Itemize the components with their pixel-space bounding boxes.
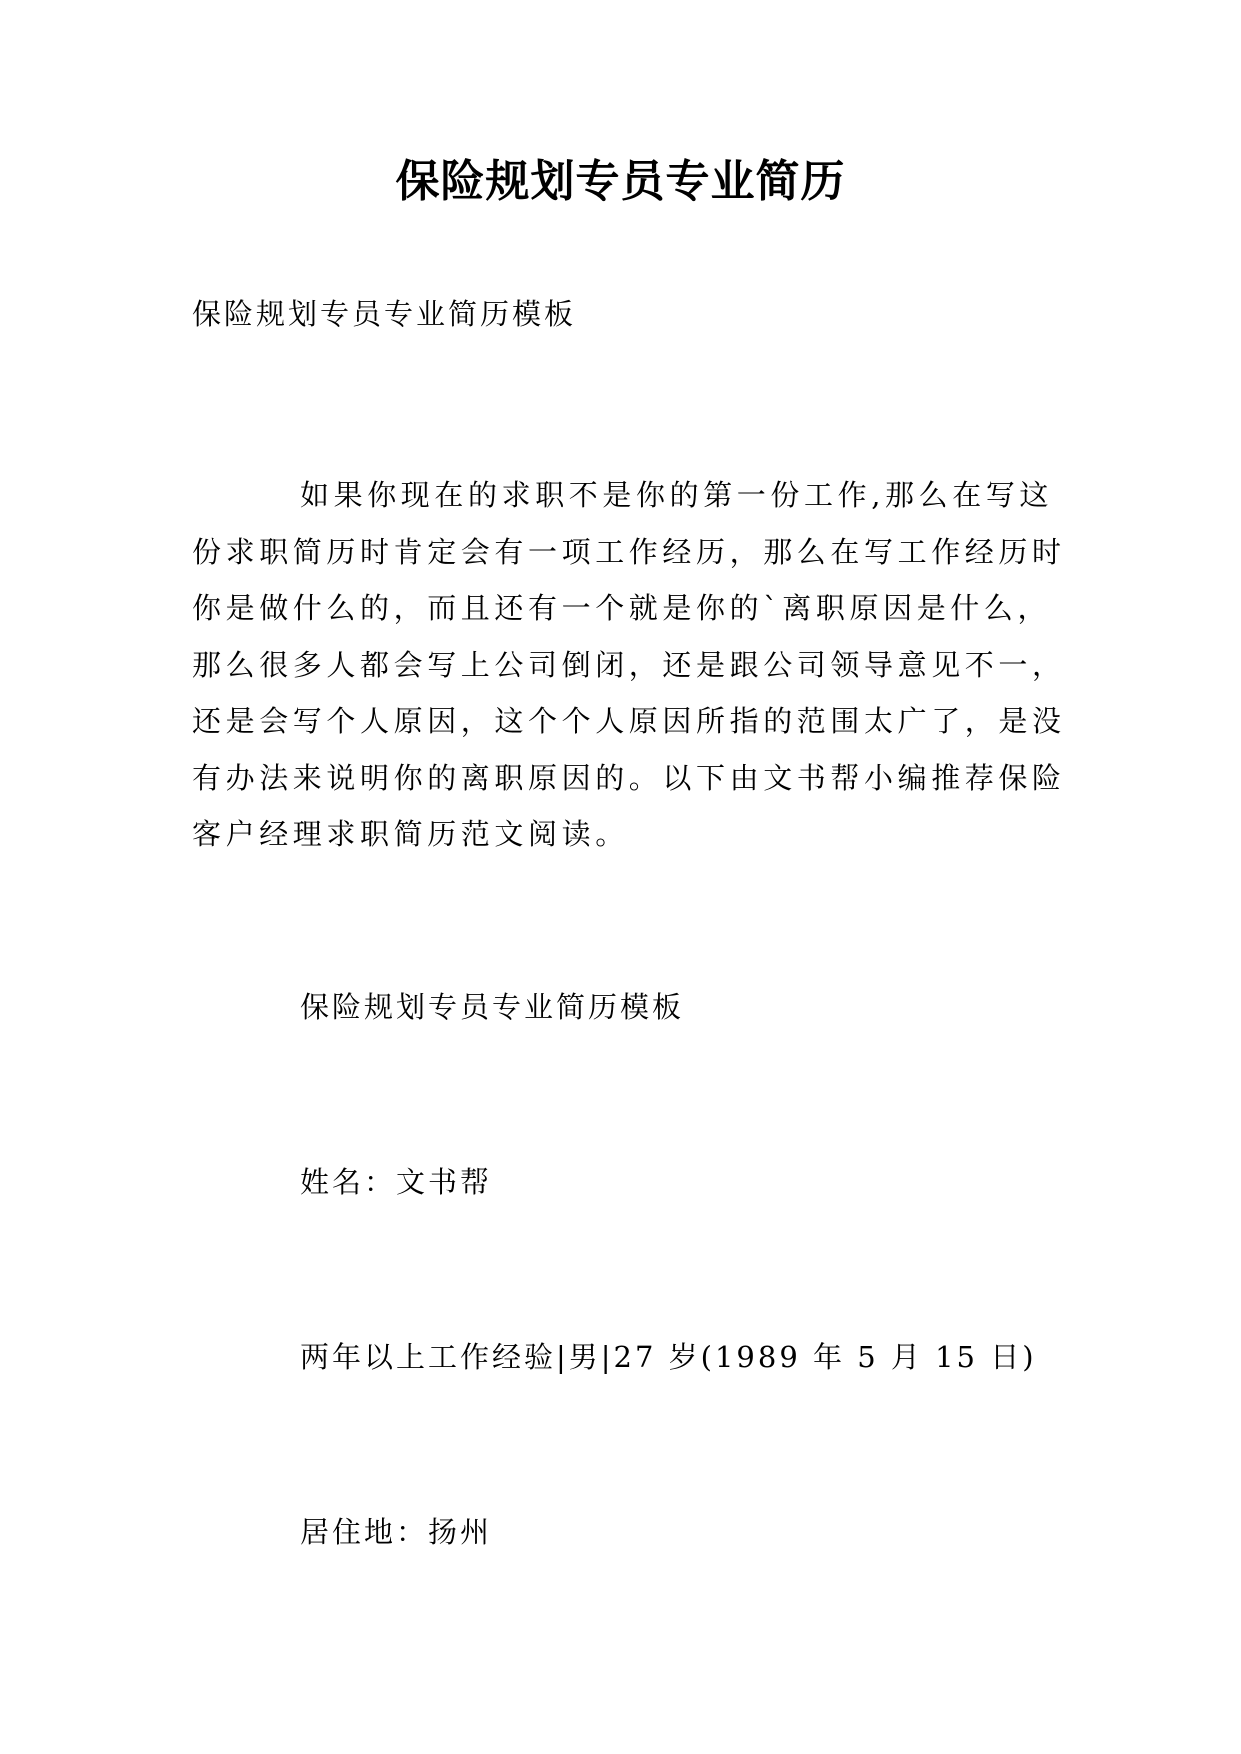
resume-heading: 保险规划专员专业简历模板 <box>300 990 685 1024</box>
residence-field: 居住地：扬州 <box>300 1515 493 1549</box>
intro-paragraph <box>192 467 1066 863</box>
summary-field: 两年以上工作经验|男|27 岁(1989 年 5 月 15 日) <box>300 1340 1037 1374</box>
paragraph-line: 那么很多人都会写上公司倒闭，还是跟公司领导意见不一， <box>192 647 1066 682</box>
paragraph-line: 客户经理求职简历范文阅读。 <box>192 817 629 851</box>
paragraph-line: 你是做什么的，而且还有一个就是你的`离职原因是什么， <box>192 591 1052 625</box>
paragraph-line: 如果你现在的求职不是你的第一份工作,那么在写这 <box>300 478 1054 512</box>
paragraph-line: 还是会写个人原因，这个个人原因所指的范围太广了，是没 <box>192 704 1066 738</box>
name-field: 姓名：文书帮 <box>300 1165 493 1199</box>
paragraph-line: 有办法来说明你的离职原因的。以下由文书帮小编推荐保险 <box>192 760 1066 795</box>
document-title: 保险规划专员专业简历 <box>395 156 846 207</box>
paragraph-line: 份求职简历时肯定会有一项工作经历，那么在写工作经历时 <box>192 534 1066 569</box>
document-subtitle: 保险规划专员专业简历模板 <box>192 297 577 331</box>
